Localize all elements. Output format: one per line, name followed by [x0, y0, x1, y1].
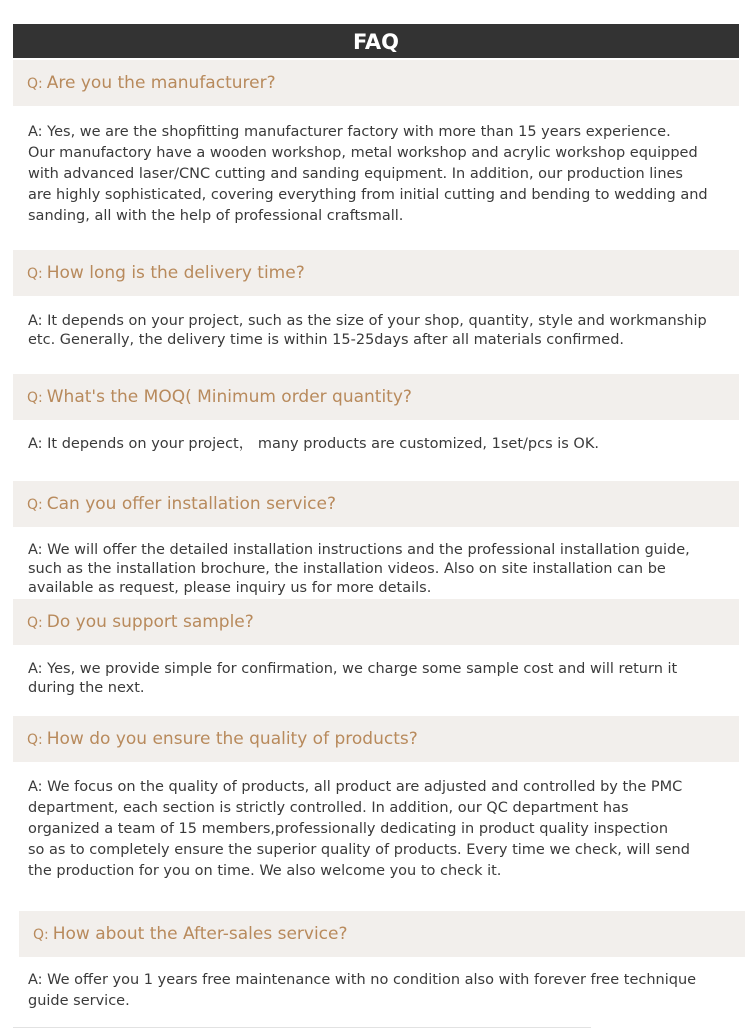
answer-line: etc. Generally, the delivery time is within 15-25days after all materials confirmed. — [28, 332, 625, 348]
answer-line: available as request, please inquiry us for more details. — [28, 580, 432, 596]
answer-line: A: Yes, we provide simple for confirmation, we charge some sample cost and will return it — [28, 661, 678, 677]
answer-line: A: It depends on your project， many products are customized, 1set/pcs is OK. — [28, 436, 599, 452]
answer-line: sanding, all with the help of professional craftsmall. — [28, 208, 404, 224]
question-prefix: Q: — [27, 497, 43, 513]
faq-answer-quality — [28, 777, 728, 882]
faq-header — [13, 24, 739, 58]
faq-question-moq — [13, 374, 739, 420]
faq-question-quality — [13, 716, 739, 762]
answer-line: so as to completely ensure the superior quality of products. Every time we check, will send — [28, 842, 690, 858]
faq-answer-after-sales — [28, 970, 728, 1012]
question-text: Can you offer installation service? — [46, 494, 337, 514]
answer-line: A: We offer you 1 years free maintenance with no condition also with forever free technique — [28, 972, 697, 988]
faq-answer-manufacturer — [28, 122, 728, 227]
question-prefix: Q: — [27, 390, 43, 406]
answer-line: such as the installation brochure, the installation videos. Also on site installation can be — [28, 561, 666, 577]
answer-line: Our manufactory have a wooden workshop, metal workshop and acrylic workshop equipped — [28, 145, 698, 161]
faq-answer-installation — [28, 541, 728, 598]
faq-question-installation — [13, 481, 739, 527]
faq-question-after-sales — [19, 911, 745, 957]
question-text: What's the MOQ( Minimum order quantity? — [46, 387, 412, 407]
answer-line: department, each section is strictly controlled. In addition, our QC department has — [28, 800, 629, 816]
faq-question-manufacturer — [13, 60, 739, 106]
answer-line: organized a team of 15 members,professionally dedicating in product quality inspection — [28, 821, 669, 837]
bottom-divider — [13, 1027, 591, 1028]
answer-line: A: We will offer the detailed installation instructions and the professional installation guide, — [28, 542, 690, 558]
answer-line: during the next. — [28, 680, 145, 696]
answer-line: A: It depends on your project, such as the size of your shop, quantity, style and workmanship — [28, 313, 707, 329]
question-prefix: Q: — [27, 76, 43, 92]
faq-answer-delivery-time — [28, 312, 728, 350]
faq-answer-moq — [28, 434, 728, 455]
question-text: How do you ensure the quality of products? — [46, 729, 418, 749]
faq-answer-sample — [28, 660, 728, 698]
answer-line: with advanced laser/CNC cutting and sanding equipment. In addition, our production lines — [28, 166, 683, 182]
answer-line: are highly sophisticated, covering everything from initial cutting and bending to wedding and — [28, 187, 708, 203]
answer-line: the production for you on time. We also welcome you to check it. — [28, 863, 502, 879]
question-prefix: Q: — [27, 615, 43, 631]
faq-title: FAQ — [352, 30, 400, 54]
answer-line: guide service. — [28, 993, 130, 1009]
question-text: Do you support sample? — [46, 612, 254, 632]
faq-question-delivery-time — [13, 250, 739, 296]
question-text: Are you the manufacturer? — [46, 73, 276, 93]
question-prefix: Q: — [33, 927, 49, 943]
question-text: How long is the delivery time? — [46, 263, 305, 283]
answer-line: A: Yes, we are the shopfitting manufacturer factory with more than 15 years experience. — [28, 124, 671, 140]
question-prefix: Q: — [27, 266, 43, 282]
question-prefix: Q: — [27, 732, 43, 748]
faq-question-sample — [13, 599, 739, 645]
answer-line: A: We focus on the quality of products, all product are adjusted and controlled by the PMC — [28, 779, 683, 795]
question-text: How about the After-sales service? — [52, 924, 348, 944]
